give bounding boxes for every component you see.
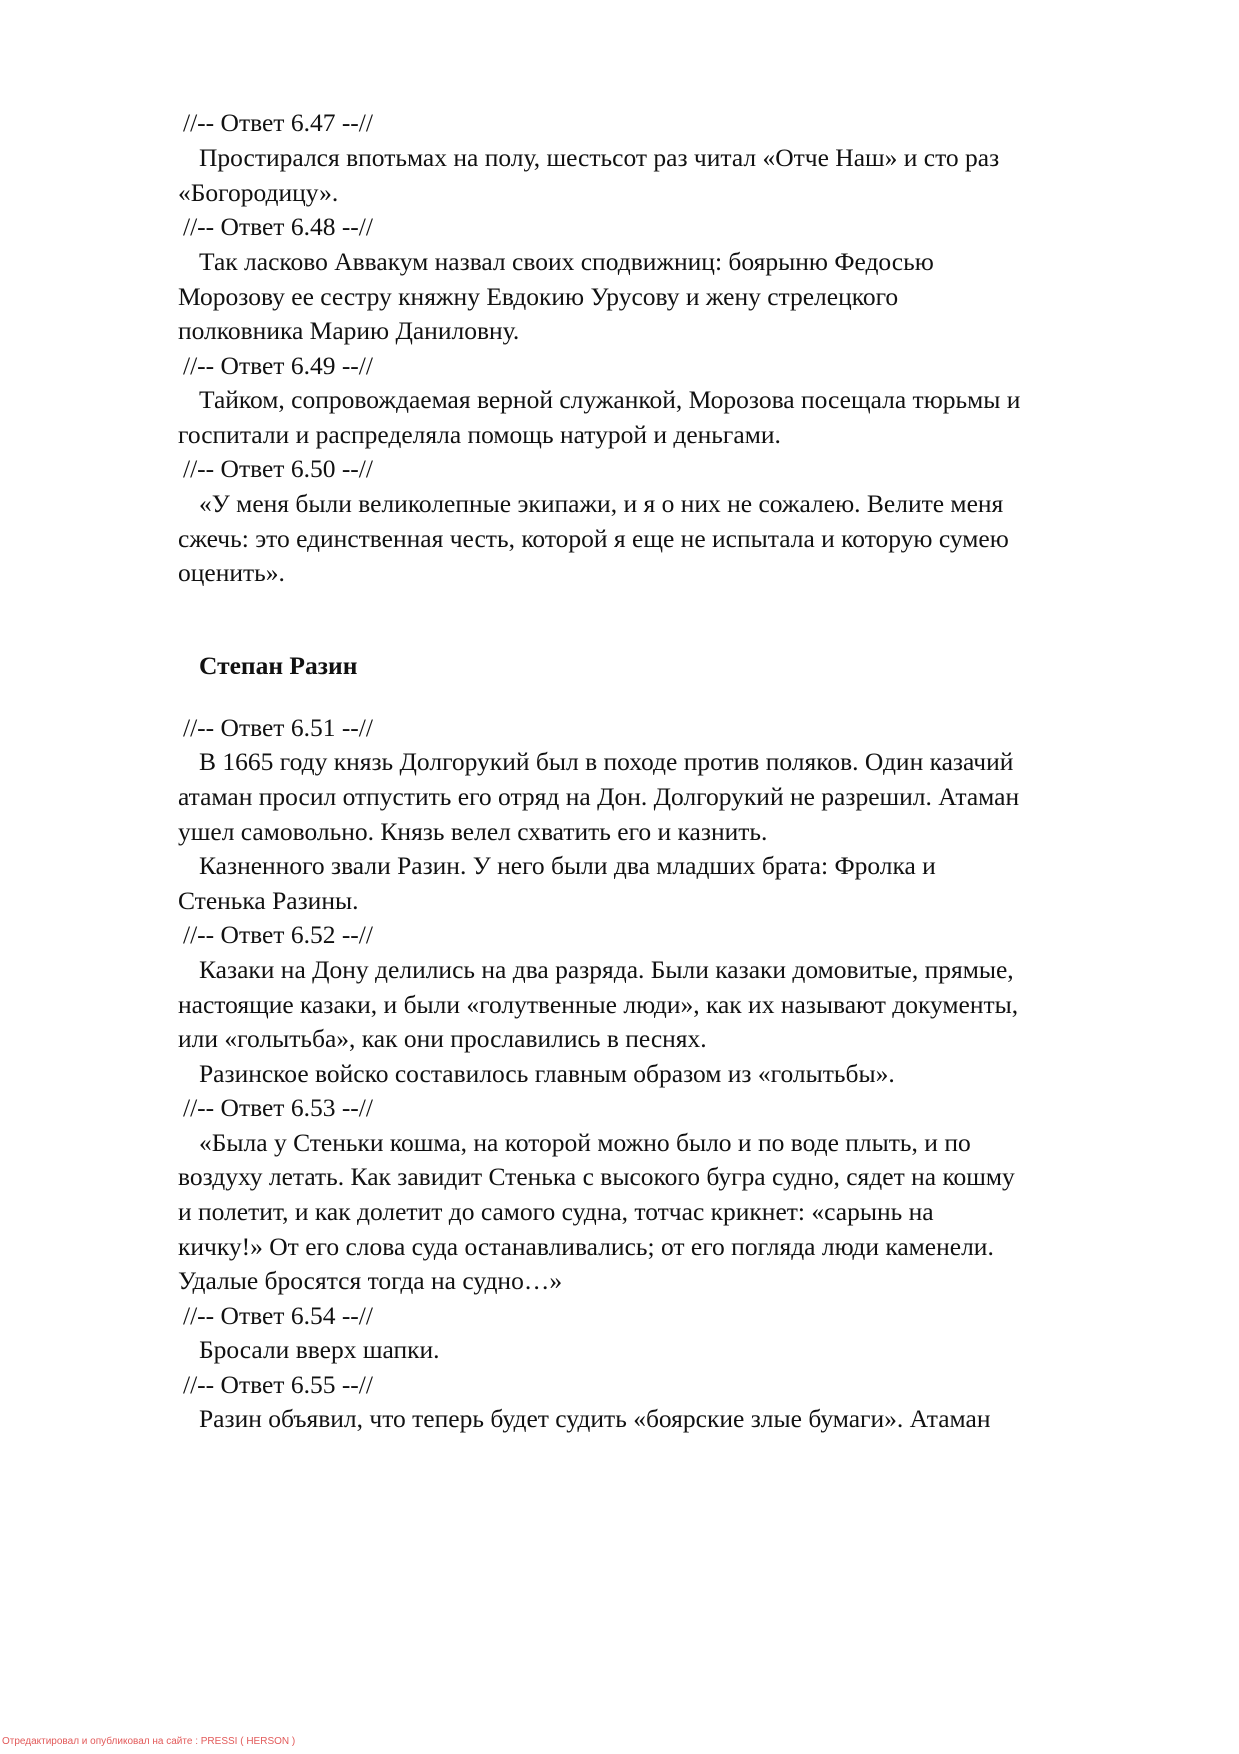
paragraph-line: сжечь: это единственная честь, которой я еще не испытала и которую сумею — [178, 524, 1009, 553]
paragraph-line: Разинское войско составилось главным образом из «голытьбы». — [199, 1059, 895, 1088]
paragraph-line: Тайком, сопровождаемая верной служанкой, Морозова посещала тюрьмы и — [199, 385, 1021, 414]
paragraph-line: оценить». — [178, 558, 285, 587]
paragraph-line: госпитали и распределяла помощь натурой и деньгами. — [178, 420, 781, 449]
paragraph-line: и полетит, и как долетит до самого судна, тотчас крикнет: «сарынь на — [178, 1197, 934, 1226]
paragraph-line: Так ласково Аввакум назвал своих сподвижниц: боярыню Федосью — [199, 247, 934, 276]
answer-separator: //-- Ответ 6.55 --// — [183, 1370, 373, 1399]
paragraph-line: Удалые бросятся тогда на судно…» — [178, 1266, 563, 1295]
paragraph-line: ушел самовольно. Князь велел схватить его и казнить. — [178, 817, 768, 846]
answer-separator: //-- Ответ 6.54 --// — [183, 1301, 373, 1330]
paragraph-line: «Богородицу». — [178, 178, 339, 207]
answer-separator: //-- Ответ 6.52 --// — [183, 920, 373, 949]
paragraph-line: Простирался впотьмах на полу, шестьсот раз читал «Отче Наш» и сто раз — [199, 143, 1000, 172]
answer-separator: //-- Ответ 6.53 --// — [183, 1093, 373, 1122]
answer-separator: //-- Ответ 6.48 --// — [183, 212, 373, 241]
paragraph-line: Морозову ее сестру княжну Евдокию Урусову и жену стрелецкого — [178, 282, 899, 311]
footer-watermark: Отредактировал и опубликовал на сайте : PRESSI ( HERSON ) — [2, 1736, 296, 1747]
answer-separator: //-- Ответ 6.50 --// — [183, 454, 373, 483]
answer-separator: //-- Ответ 6.51 --// — [183, 713, 373, 742]
paragraph-line: атаман просил отпустить его отряд на Дон. Долгорукий не разрешил. Атаман — [178, 782, 1020, 811]
paragraph-line: Бросали вверх шапки. — [199, 1335, 440, 1364]
section-heading: Степан Разин — [199, 651, 358, 680]
paragraph-line: кичку!» От его слова суда останавливались; от его погляда люди каменели. — [178, 1232, 994, 1261]
paragraph-line: В 1665 году князь Долгорукий был в походе против поляков. Один казачий — [199, 747, 1014, 776]
paragraph-line: настоящие казаки, и были «голутвенные люди», как их называют документы, — [178, 990, 1019, 1019]
paragraph-line: или «голытьба», как они прославились в песнях. — [178, 1024, 707, 1053]
paragraph-line: Стенька Разины. — [178, 886, 359, 915]
answer-separator: //-- Ответ 6.47 --// — [183, 108, 373, 137]
paragraph-line: «Была у Стеньки кошма, на которой можно было и по воде плыть, и по — [199, 1128, 971, 1157]
answer-separator: //-- Ответ 6.49 --// — [183, 351, 373, 380]
paragraph-line: Казненного звали Разин. У него были два младших брата: Фролка и — [199, 851, 936, 880]
paragraph-line: полковника Марию Даниловну. — [178, 316, 520, 345]
paragraph-line: воздуху летать. Как завидит Стенька с высокого бугра судно, сядет на кошму — [178, 1162, 1015, 1191]
paragraph-line: Казаки на Дону делились на два разряда. Были казаки домовитые, прямые, — [199, 955, 1014, 984]
paragraph-line: «У меня были великолепные экипажи, и я о них не сожалею. Велите меня — [199, 489, 1004, 518]
paragraph-line: Разин объявил, что теперь будет судить «боярские злые бумаги». Атаман — [199, 1404, 991, 1433]
